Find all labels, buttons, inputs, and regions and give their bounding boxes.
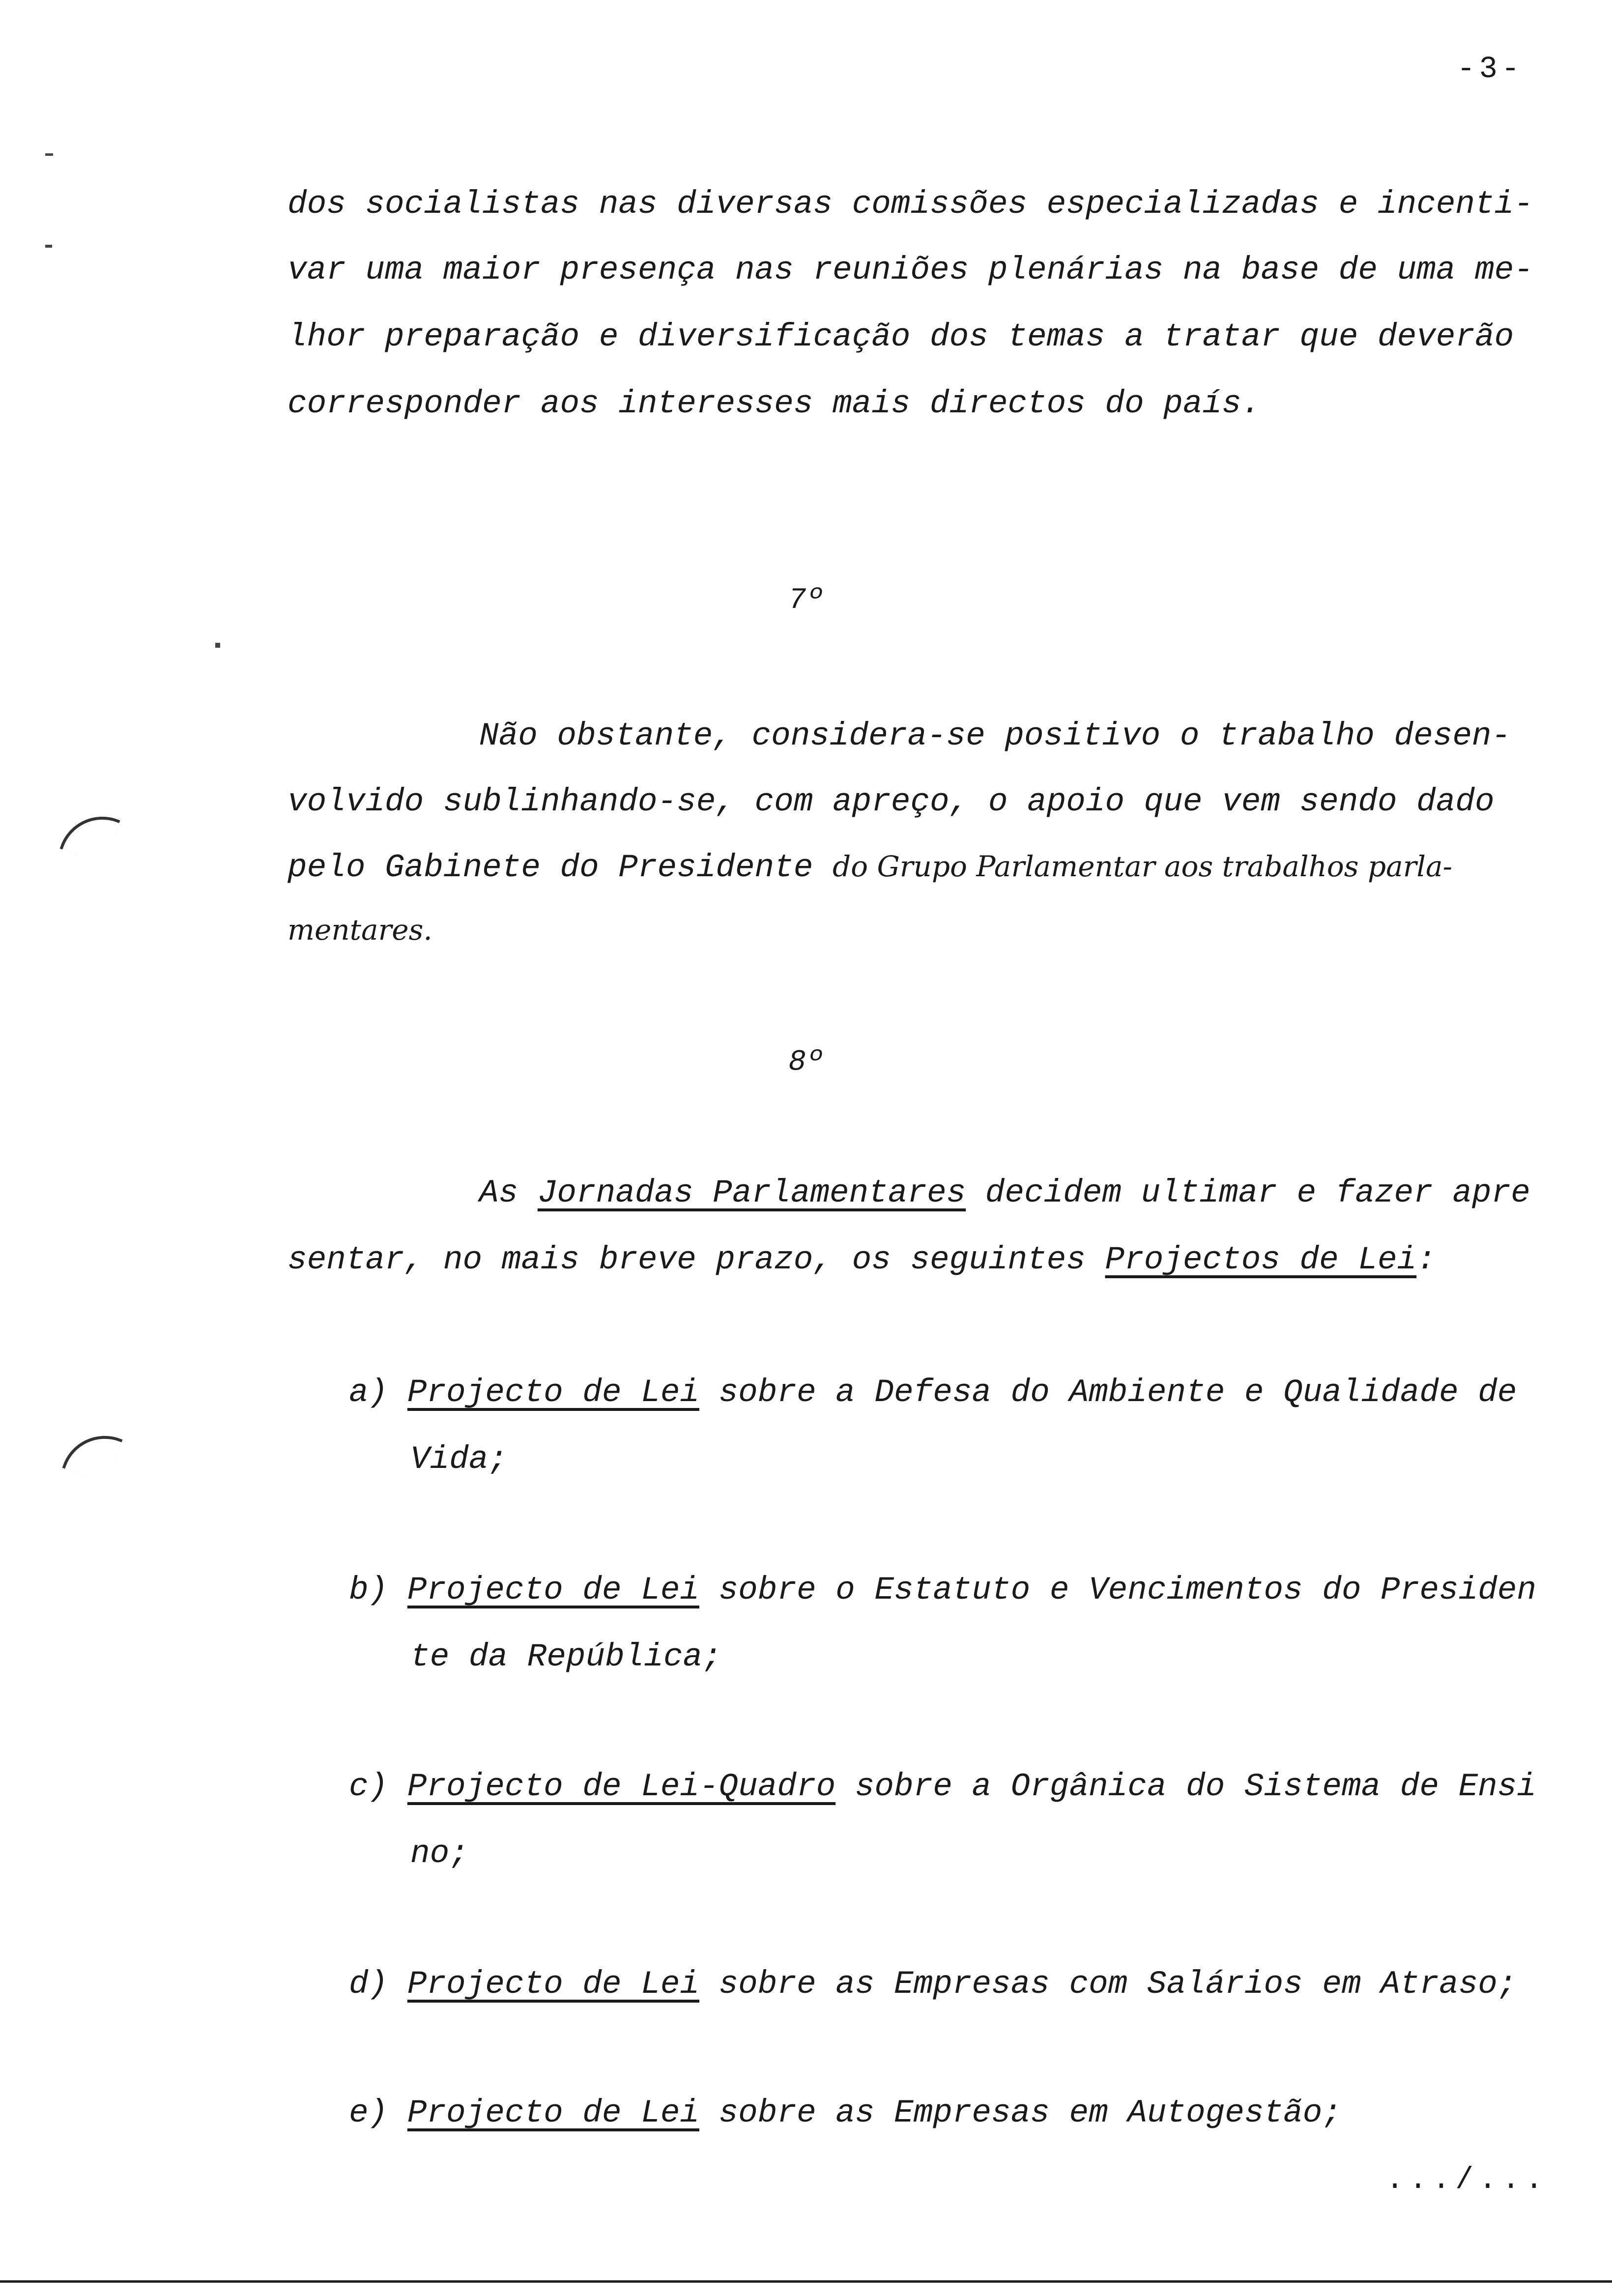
section7-line [288, 849, 1452, 886]
item-letter: b) [349, 1572, 388, 1608]
intro-line: corresponder aos interesses mais directos do país. [288, 385, 1261, 422]
item-first-line [349, 1966, 1517, 2003]
item-letter: a) [349, 1374, 388, 1411]
text-segment: : [1416, 1241, 1436, 1278]
section8-line [479, 1175, 1530, 1211]
item-text: sobre a Orgânica do Sistema de Ensi [835, 1768, 1537, 1805]
section-number: 7º [788, 584, 824, 617]
item-text: sobre o Estatuto e Vencimentos do Presiden [699, 1572, 1537, 1608]
margin-mark [215, 643, 220, 648]
text-segment: decidem ultimar e fazer apre [966, 1175, 1530, 1211]
bottom-rule [0, 2280, 1612, 2283]
item-first-line [349, 1768, 1536, 1805]
item-first-line [349, 2095, 1342, 2131]
item-title: Projecto de Lei [407, 2095, 699, 2131]
item-title: Projecto de Lei [407, 1966, 699, 2003]
continuation-mark: .../... [1385, 2162, 1548, 2197]
item-text: sobre a Defesa do Ambiente e Qualidade de [699, 1374, 1517, 1411]
section7-line: Não obstante, considera-se positivo o trabalho desen- [479, 718, 1511, 754]
section7-line: volvido sublinhando-se, com apreço, o apoio que vem sendo dado [288, 783, 1495, 820]
item-text: sobre as Empresas com Salários em Atraso; [699, 1966, 1517, 2003]
intro-line: lhor preparação e diversificação dos temas a tratar que deverão [288, 318, 1514, 355]
item-text: sobre as Empresas em Autogestão; [699, 2095, 1342, 2131]
page-number: -3- [1457, 52, 1524, 86]
handwritten-insertion: do Grupo Parlamentar aos trabalhos parla- [832, 850, 1453, 883]
item-continuation: te da República; [410, 1638, 722, 1675]
text-segment: As [479, 1175, 538, 1211]
item-continuation: Vida; [410, 1441, 508, 1478]
binder-hole-mark [59, 804, 120, 864]
underlined-text: Projectos de Lei [1105, 1241, 1417, 1278]
item-title: Projecto de Lei [407, 1374, 699, 1411]
item-title: Projecto de Lei [407, 1572, 699, 1608]
margin-mark [45, 153, 53, 156]
intro-line: var uma maior presença nas reuniões plenárias na base de uma me- [288, 252, 1533, 288]
section8-line [288, 1241, 1436, 1278]
typed-text: pelo Gabinete do Presidente [288, 849, 833, 886]
intro-line: dos socialistas nas diversas comissões especializadas e incenti- [288, 186, 1533, 223]
margin-mark [45, 245, 52, 248]
handwritten-insertion: mentares. [288, 913, 432, 947]
item-letter: e) [349, 2095, 388, 2131]
section-number: 8º [788, 1046, 824, 1079]
underlined-text: Jornadas Parlamentares [537, 1175, 966, 1211]
item-first-line [349, 1374, 1517, 1411]
item-continuation: no; [410, 1835, 469, 1872]
item-letter: d) [349, 1966, 388, 2003]
binder-hole-mark [62, 1423, 122, 1484]
text-segment: sentar, no mais breve prazo, os seguintes [288, 1241, 1105, 1278]
item-first-line [349, 1572, 1536, 1608]
item-title: Projecto de Lei-Quadro [407, 1768, 836, 1805]
item-letter: c) [349, 1768, 388, 1805]
